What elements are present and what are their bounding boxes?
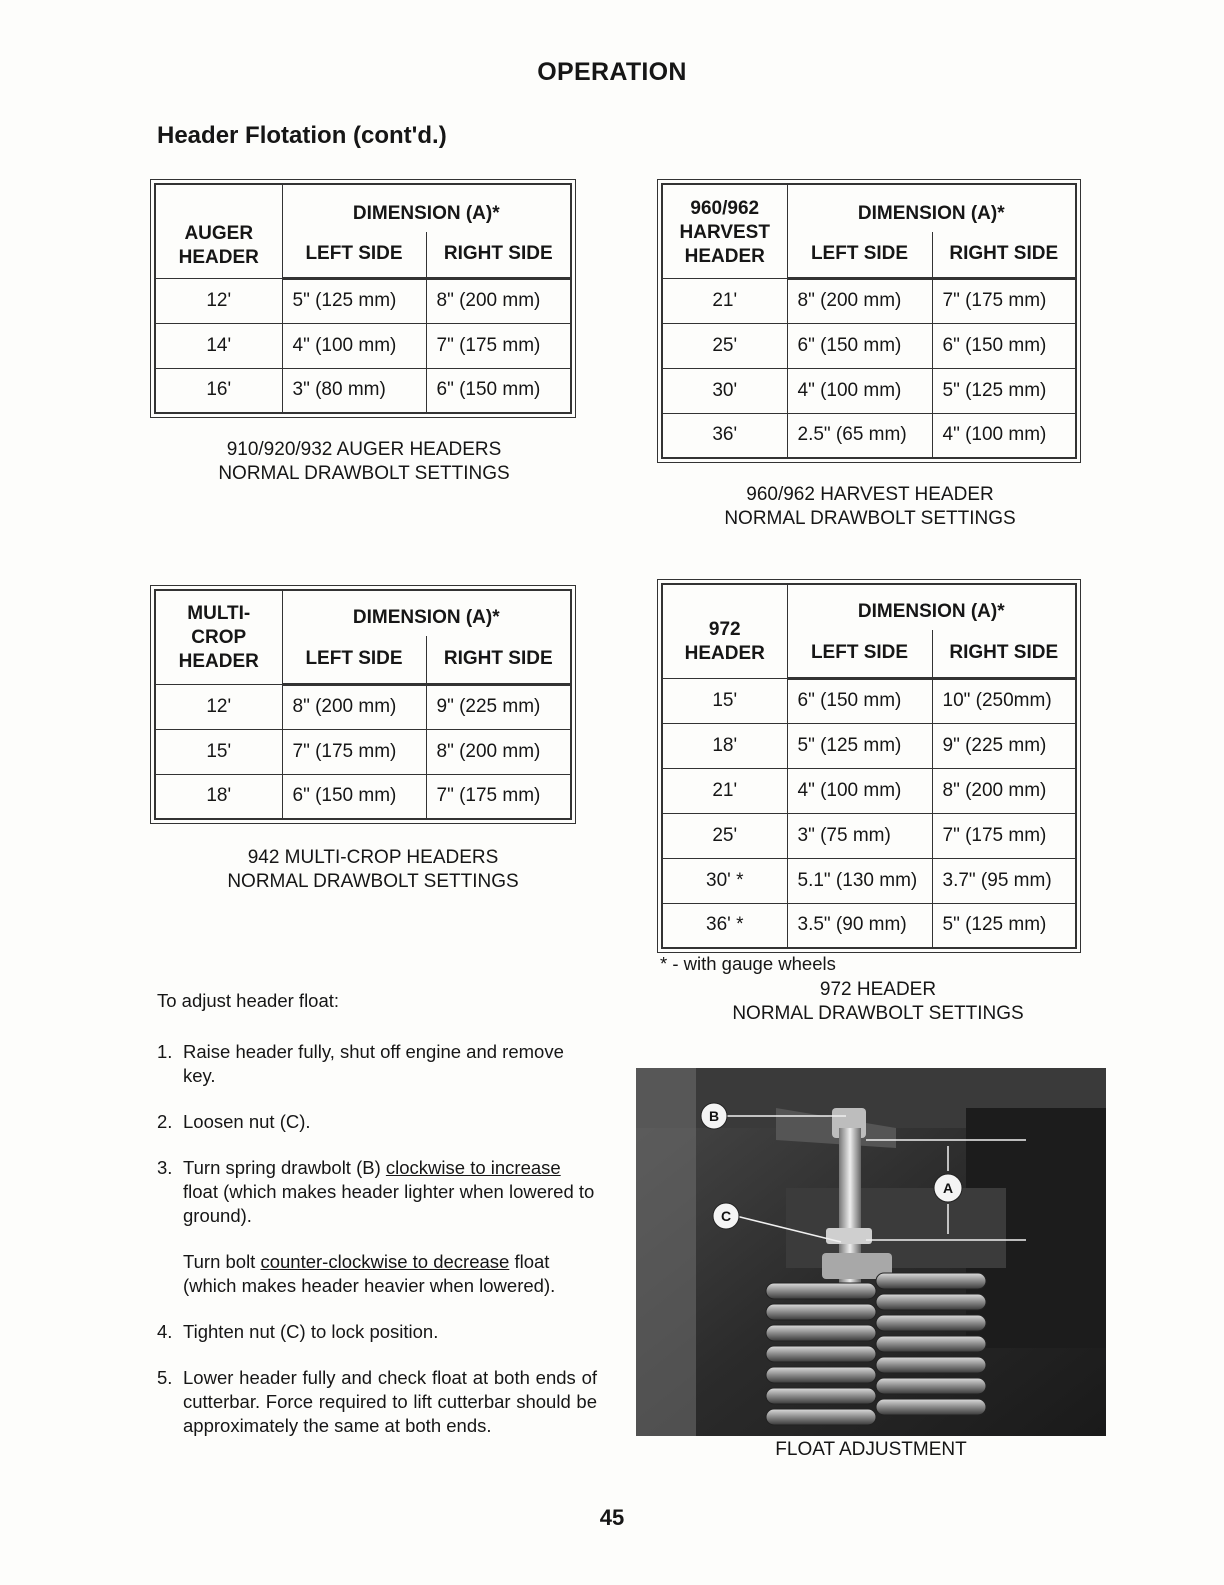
table-cell: 5.1" (130 mm) bbox=[787, 858, 932, 903]
multicrop-right-side-label: RIGHT SIDE bbox=[426, 636, 571, 684]
harvest-dimension-label: DIMENSION (A)* bbox=[787, 184, 1076, 232]
table-cell: 5" (125 mm) bbox=[932, 903, 1076, 948]
table-cell: 8" (200 mm) bbox=[932, 768, 1076, 813]
table-cell: 4" (100 mm) bbox=[932, 413, 1076, 458]
table-row bbox=[662, 323, 1076, 368]
table-cell: 10" (250mm) bbox=[932, 678, 1076, 723]
list-item bbox=[157, 1156, 597, 1298]
table-cell: 6" (150 mm) bbox=[282, 774, 426, 819]
instructions-intro: To adjust header float: bbox=[157, 990, 340, 1011]
harvest-table-caption bbox=[660, 483, 1080, 531]
table-row bbox=[155, 368, 571, 413]
table-cell: 9" (225 mm) bbox=[932, 723, 1076, 768]
table-cell: 2.5" (65 mm) bbox=[787, 413, 932, 458]
table-cell: 8" (200 mm) bbox=[787, 278, 932, 323]
step-text: Lower header fully and check float at both ends of cutterbar. Force required to lift cutterbar should be approximately the same at both ends. bbox=[183, 1367, 597, 1436]
float-adjustment-illustration bbox=[636, 1068, 1106, 1436]
table-cell: 5" (125 mm) bbox=[932, 368, 1076, 413]
photo-caption: FLOAT ADJUSTMENT bbox=[775, 1439, 967, 1460]
table-cell: 25' bbox=[662, 323, 787, 368]
section-subheading: Header Flotation (cont'd.) bbox=[157, 122, 447, 149]
table-cell: 8" (200 mm) bbox=[282, 684, 426, 729]
h972-corner-label: 972 HEADER bbox=[662, 584, 787, 678]
step-number: 3. bbox=[157, 1157, 173, 1178]
step-emphasis: clockwise to increase bbox=[385, 1157, 561, 1178]
table-cell: 7" (175 mm) bbox=[932, 813, 1076, 858]
page-title: OPERATION bbox=[537, 58, 687, 86]
multicrop-dimension-label: DIMENSION (A)* bbox=[282, 590, 571, 636]
list-item bbox=[157, 1320, 597, 1344]
step-text-extra bbox=[183, 1250, 597, 1298]
multicrop-left-side-label: LEFT SIDE bbox=[282, 636, 426, 684]
table-cell: 15' bbox=[662, 678, 787, 723]
table-cell: 12' bbox=[155, 278, 282, 323]
table-cell: 36' bbox=[662, 413, 787, 458]
caption-line: NORMAL DRAWBOLT SETTINGS bbox=[732, 1003, 1024, 1024]
table-cell: 3.5" (90 mm) bbox=[787, 903, 932, 948]
auger-left-side-label: LEFT SIDE bbox=[282, 232, 426, 278]
table-cell: 36' * bbox=[662, 903, 787, 948]
instructions-list bbox=[157, 1040, 597, 1460]
h972-left-side-label: LEFT SIDE bbox=[787, 630, 932, 678]
multicrop-table-caption bbox=[163, 846, 583, 894]
table-cell: 6" (150 mm) bbox=[787, 323, 932, 368]
table-row bbox=[662, 858, 1076, 903]
table-cell: 9" (225 mm) bbox=[426, 684, 571, 729]
step-text: Loosen nut (C). bbox=[183, 1111, 311, 1132]
table-row bbox=[662, 813, 1076, 858]
step-text-part: float (which makes header lighter when lowered to ground). bbox=[183, 1181, 595, 1226]
step-number: 5. bbox=[157, 1367, 173, 1388]
table-cell: 8" (200 mm) bbox=[426, 729, 571, 774]
caption-line: 942 MULTI-CROP HEADERS bbox=[247, 847, 499, 868]
multicrop-header-table bbox=[154, 589, 572, 820]
table-cell: 7" (175 mm) bbox=[426, 774, 571, 819]
table-cell: 15' bbox=[155, 729, 282, 774]
callout-b-label: B bbox=[708, 1108, 720, 1124]
table-row bbox=[662, 278, 1076, 323]
multicrop-corner-label: MULTI- CROP HEADER bbox=[155, 590, 282, 684]
table-cell: 21' bbox=[662, 768, 787, 813]
table-cell: 3" (80 mm) bbox=[282, 368, 426, 413]
auger-corner-label: AUGER HEADER bbox=[155, 184, 282, 278]
harvest-corner-label: 960/962 HARVEST HEADER bbox=[662, 184, 787, 278]
table-cell: 5" (125 mm) bbox=[787, 723, 932, 768]
table-cell: 4" (100 mm) bbox=[787, 368, 932, 413]
h972-table-caption bbox=[668, 978, 1088, 1026]
table-cell: 3" (75 mm) bbox=[787, 813, 932, 858]
auger-table-caption bbox=[154, 438, 574, 486]
table-row bbox=[662, 768, 1076, 813]
table-cell: 7" (175 mm) bbox=[282, 729, 426, 774]
table-row bbox=[155, 774, 571, 819]
table-cell: 16' bbox=[155, 368, 282, 413]
table-row bbox=[662, 368, 1076, 413]
table-cell: 30' bbox=[662, 368, 787, 413]
step-text-part: float (which makes header heavier when lowered). bbox=[183, 1251, 556, 1296]
step-text-part: Turn spring drawbolt (B) bbox=[183, 1157, 386, 1178]
caption-line: NORMAL DRAWBOLT SETTINGS bbox=[227, 871, 519, 892]
h972-header-table bbox=[661, 583, 1077, 949]
step-text bbox=[183, 1156, 597, 1228]
callout-a-label: A bbox=[942, 1180, 954, 1196]
auger-dimension-label: DIMENSION (A)* bbox=[282, 184, 571, 232]
table-cell: 4" (100 mm) bbox=[787, 768, 932, 813]
step-text-part: Turn bolt bbox=[183, 1251, 261, 1272]
table-cell: 6" (150 mm) bbox=[426, 368, 571, 413]
caption-line: 910/920/932 AUGER HEADERS bbox=[226, 439, 502, 460]
table-cell: 21' bbox=[662, 278, 787, 323]
step-text: Raise header fully, shut off engine and remove key. bbox=[183, 1041, 564, 1086]
auger-header-table bbox=[154, 183, 572, 414]
step-number: 4. bbox=[157, 1321, 173, 1342]
table-cell: 25' bbox=[662, 813, 787, 858]
step-number: 2. bbox=[157, 1111, 173, 1132]
table-cell: 14' bbox=[155, 323, 282, 368]
table-row bbox=[155, 684, 571, 729]
harvest-header-table bbox=[661, 183, 1077, 459]
table-cell: 8" (200 mm) bbox=[426, 278, 571, 323]
step-emphasis: counter-clockwise to decrease bbox=[260, 1251, 510, 1272]
table-row bbox=[155, 729, 571, 774]
table-cell: 30' * bbox=[662, 858, 787, 903]
table-cell: 5" (125 mm) bbox=[282, 278, 426, 323]
table-cell: 4" (100 mm) bbox=[282, 323, 426, 368]
caption-line: NORMAL DRAWBOLT SETTINGS bbox=[724, 508, 1016, 529]
callout-c-label: C bbox=[720, 1208, 732, 1224]
table-row bbox=[662, 903, 1076, 948]
harvest-left-side-label: LEFT SIDE bbox=[787, 232, 932, 278]
table-row bbox=[662, 678, 1076, 723]
table-cell: 6" (150 mm) bbox=[932, 323, 1076, 368]
table-row bbox=[155, 278, 571, 323]
list-item bbox=[157, 1366, 597, 1438]
table-cell: 18' bbox=[662, 723, 787, 768]
caption-line: NORMAL DRAWBOLT SETTINGS bbox=[218, 463, 510, 484]
step-text: Tighten nut (C) to lock position. bbox=[183, 1321, 439, 1342]
table-cell: 3.7" (95 mm) bbox=[932, 858, 1076, 903]
float-adjustment-photo bbox=[636, 1068, 1106, 1436]
table-row bbox=[155, 323, 571, 368]
table-row bbox=[662, 413, 1076, 458]
table-cell: 7" (175 mm) bbox=[426, 323, 571, 368]
step-number: 1. bbox=[157, 1041, 173, 1062]
harvest-right-side-label: RIGHT SIDE bbox=[932, 232, 1076, 278]
table-row bbox=[662, 723, 1076, 768]
table-cell: 7" (175 mm) bbox=[932, 278, 1076, 323]
h972-dimension-label: DIMENSION (A)* bbox=[787, 584, 1076, 630]
h972-right-side-label: RIGHT SIDE bbox=[932, 630, 1076, 678]
gauge-wheels-footnote: * - with gauge wheels bbox=[660, 953, 836, 974]
list-item bbox=[157, 1040, 597, 1088]
caption-line: 960/962 HARVEST HEADER bbox=[746, 484, 994, 505]
table-cell: 6" (150 mm) bbox=[787, 678, 932, 723]
table-cell: 12' bbox=[155, 684, 282, 729]
page-number: 45 bbox=[599, 1505, 625, 1530]
caption-line: 972 HEADER bbox=[819, 979, 937, 1000]
list-item bbox=[157, 1110, 597, 1134]
table-cell: 18' bbox=[155, 774, 282, 819]
auger-right-side-label: RIGHT SIDE bbox=[426, 232, 571, 278]
